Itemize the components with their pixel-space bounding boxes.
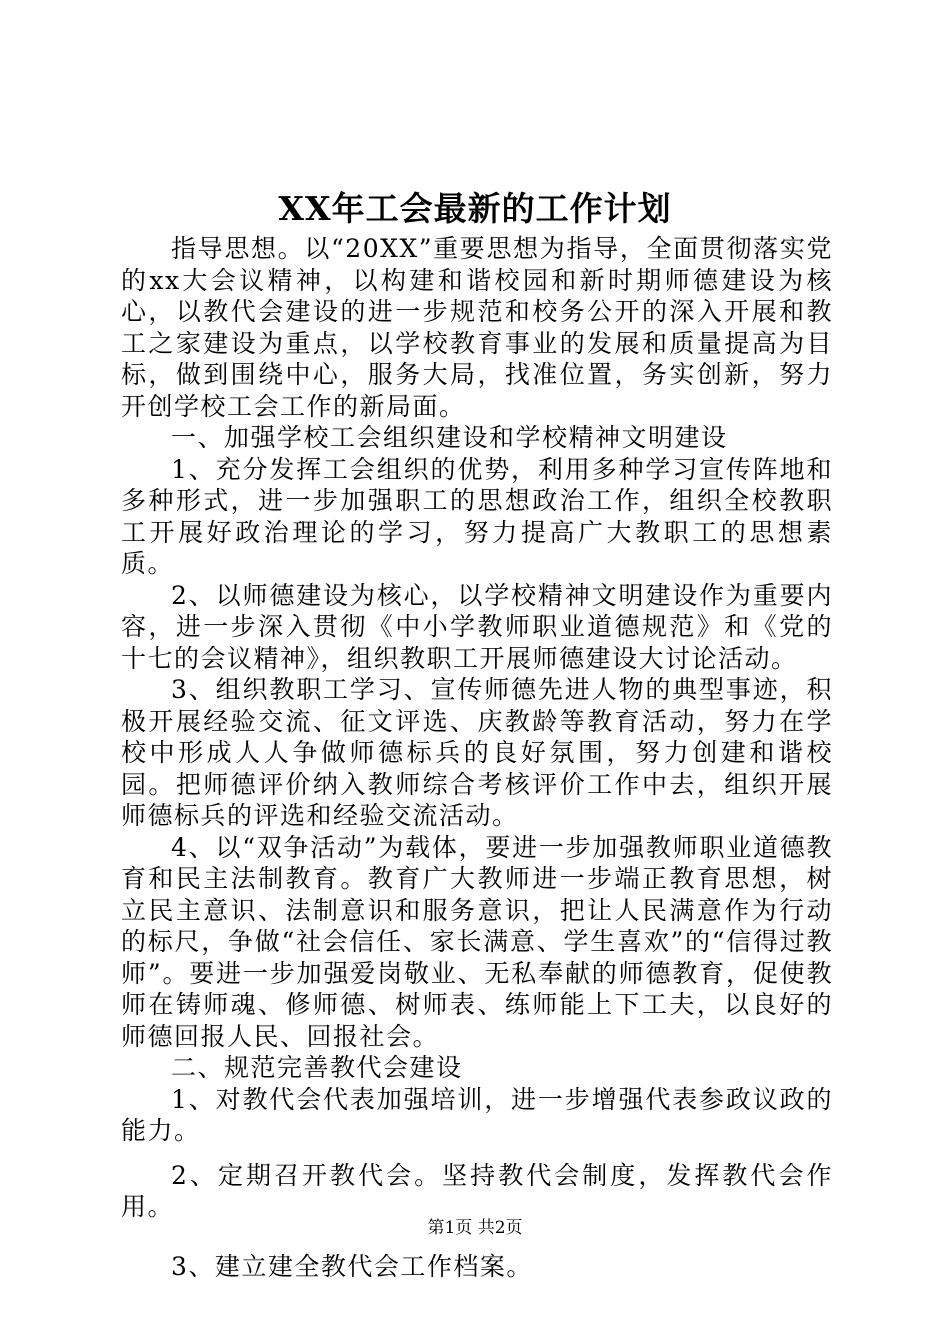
paragraph-guiding-ideology: 指导思想。以“20XX”重要思想为指导，全面贯彻落实党的xx大会议精神，以构建和谐校园和新时期师德建设为核心，以教代会建设的进一步规范和校务公开的深入开展和教工之家建设为重点，以学校教育事业的发展和质量提高为目标，做到围绕中心，服务大局，找准位置，务实创新，努力开创学校工会工作的新局面。 — [121, 234, 833, 421]
section-heading-2: 二、规范完善教代会建设 — [171, 1053, 463, 1082]
paragraph-item-2-2: 2、定期召开教代会。坚持教代会制度，发挥教代会作用。 — [121, 1160, 833, 1221]
document-title: XX年工会最新的工作计划 — [278, 189, 672, 228]
page-number-footer: 第1页 共2页 — [427, 1218, 523, 1238]
paragraph-item-2-1: 1、对教代会代表加强培训，进一步增强代表参政议政的能力。 — [121, 1084, 833, 1145]
paragraph-item-1-1: 1、充分发挥工会组织的优势，利用多种学习宣传阵地和多种形式，进一步加强职工的思想政治工作，组织全校教职工开展好政治理论的学习，努力提高广大教职工的思想素质。 — [121, 454, 833, 578]
paragraph-item-1-2: 2、以师德建设为核心，以学校精神文明建设作为重要内容，进一步深入贯彻《中小学教师职业道德规范》和《党的十七的会议精神》，组织教职工开展师德建设大讨论活动。 — [121, 580, 833, 673]
paragraph-item-1-4: 4、以“双争活动”为载体，要进一步加强教师职业道德教育和民主法制教育。教育广大教师进一步端正教育思想，树立民主意识、法制意识和服务意识，把让人民满意作为行动的标尺，争做“社会信任、家长满意、学生喜欢”的“信得过教师”。要进一步加强爱岗敬业、无私奉献的师德教育，促使教师在铸师魂、修师德、树师表、练师能上下工夫，以良好的师德回报人民、回报社会。 — [121, 832, 833, 1051]
paragraph-item-1-3: 3、组织教职工学习、宣传师德先进人物的典型事迹，积极开展经验交流、征文评选、庆教龄等教育活动，努力在学校中形成人人争做师德标兵的良好氛围，努力创建和谐校园。把师德评价纳入教师综合考核评价工作中去，组织开展师德标兵的评选和经验交流活动。 — [121, 675, 833, 830]
section-heading-1: 一、加强学校工会组织建设和学校精神文明建设 — [171, 423, 728, 452]
document-body — [121, 233, 833, 1282]
paragraph-item-2-3: 3、建立建全教代会工作档案。 — [171, 1251, 533, 1281]
